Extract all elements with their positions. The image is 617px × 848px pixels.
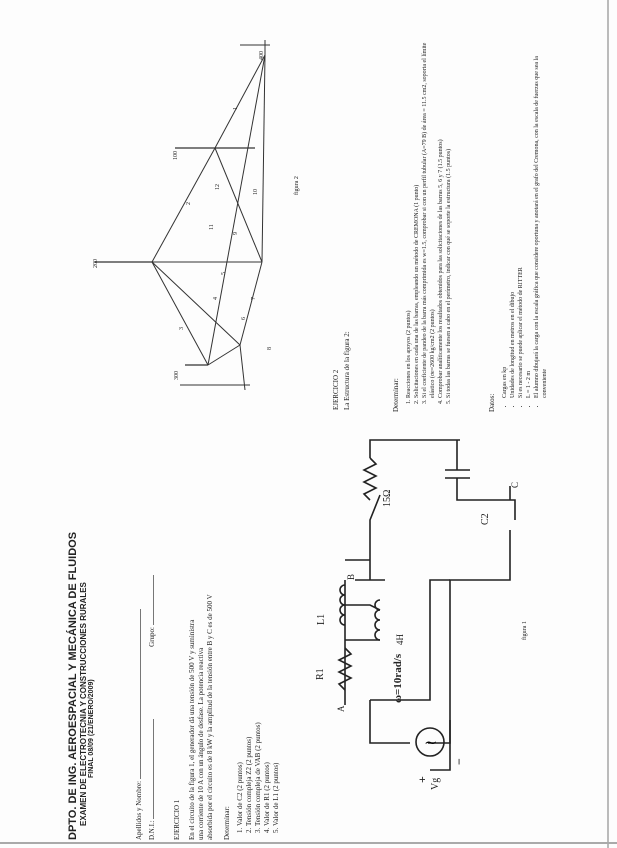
- truss-bar: [152, 148, 215, 262]
- bar-label: 4: [213, 297, 219, 300]
- bar-label: 6: [241, 317, 247, 320]
- ex2-items: [405, 38, 453, 412]
- node-b-label: B: [346, 573, 356, 580]
- ex2-data-item: • Unidades de longitud en metros en el dibujo: [509, 38, 517, 398]
- tilde-symbol: ~: [424, 733, 438, 752]
- resistor-15-label: 15Ω: [382, 489, 393, 507]
- ex2-item: 1. Reacciones en los apoyos (2 puntos): [405, 38, 413, 398]
- load-label: 200: [93, 259, 99, 268]
- minus-sign: −: [452, 758, 466, 765]
- exam-title: EXAMEN DE ELECTROTECNIA Y CONSTRUCCIONES RURALES: [79, 582, 88, 826]
- ex2-item: 2. Solicitaciones en cada una de las barras, empleando un método de CREMONA (1 punto): [413, 38, 421, 398]
- bar-label: 7: [251, 297, 257, 300]
- ex2-item: 5. Si todas las barras se fuesen a cabo en el perímetro, indicar con qué se soporte la estructura (1.5 puntos): [445, 38, 453, 398]
- bar-label: 10: [253, 189, 259, 195]
- truss-bar: [215, 148, 262, 262]
- node-c-label: C: [510, 481, 520, 488]
- ex2-determine-block: [392, 42, 453, 412]
- truss-bar: [152, 262, 208, 365]
- exam-date: FINAL 08/09 (21/ENERO/2009): [88, 679, 95, 778]
- ex2-title: EJERCICIO 2: [332, 369, 340, 410]
- plus-sign: +: [415, 776, 429, 783]
- bar-label: 8: [267, 347, 273, 350]
- ex1-paragraph-2: una corriente de 10 A con un ángulo de desfase. La potencia reactiva: [197, 647, 205, 840]
- bar-label: 2: [186, 202, 192, 205]
- r1-label: R1: [315, 668, 326, 680]
- ex2-data-item: • Si es necesario se puede aplicar el método de RITTER: [517, 38, 525, 398]
- ex1-paragraph-3: absorbida por el circuito es de 8 kW y la amplitud de la tensión entre B y C es de 500 V: [206, 594, 214, 840]
- node-a-label: A: [336, 705, 346, 712]
- name-label: Apellidos y Nombre:: [135, 780, 143, 840]
- truss-chord-top: [208, 55, 265, 365]
- ex2-determine: Determinar:: [392, 378, 400, 412]
- bar-label: 11: [209, 224, 215, 230]
- group-label: Grupo:: [148, 627, 156, 647]
- scan-edge: [607, 0, 609, 848]
- ex2-data-item: • L = 1 - 2 m: [525, 38, 533, 398]
- scan-edge: [0, 842, 617, 844]
- bar-label: 1: [233, 107, 239, 110]
- ex1-item: 5. Valor de L1 (2 puntos): [272, 540, 281, 826]
- load-label: 300: [174, 371, 180, 380]
- ex1-paragraph-1: En el circuito de la figura 1, el generador dá una tensión de 500 V y suministra: [188, 619, 196, 840]
- ex2-data-item: • El alumno dibujará la carga con la escala gráfica que considere oportuna y anotará en el grafo del Cremona, con la escala de fuerzas que sea la conveniente: [533, 38, 549, 398]
- dni-label: D.N.I.:: [148, 820, 156, 840]
- ex2-subtitle: La Estructura de la figura 2:: [343, 331, 351, 410]
- ex1-item: 3. Tensión compleja de VAB (2 puntos): [254, 540, 263, 826]
- department-title: DPTO. DE ING. AEROESPACIAL Y MECÁNICA DE FLUIDOS: [67, 531, 79, 840]
- ex1-item: 1. Valor de C2 (2 puntos): [236, 540, 245, 826]
- load-label: 100: [173, 151, 179, 160]
- figure-1-caption: figura 1: [522, 621, 528, 640]
- ex1-determine: Determinar:: [223, 806, 231, 840]
- ex1-item: 2. Tensión compleja Z2 (2 puntos): [245, 540, 254, 826]
- bar-label: 9: [233, 232, 239, 235]
- ex2-data-list: [501, 38, 549, 412]
- load-label: 400: [259, 51, 265, 60]
- ex2-statement: [332, 40, 352, 410]
- omega-label: ω=10rad/s: [392, 653, 404, 703]
- truss-bar: [208, 345, 240, 365]
- vg-label: Vg: [430, 777, 441, 790]
- truss-bar: [262, 55, 265, 262]
- truss-bar: [215, 55, 265, 148]
- ex2-data-label: Datos:: [488, 393, 496, 412]
- ex2-data-block: [488, 42, 549, 412]
- bar-label: 3: [179, 327, 185, 330]
- ex2-item: 3. Si el coeficiente de pandeo de la barra más comprimida es w=1.5, comprobar si con un perfil tubular (A=79 B) de área = 11.5 cm2, soporta el límite elástico (σe=2600 kg/cm2 (2 puntos): [421, 38, 437, 398]
- ex1-title: EJERCICIO 1: [173, 799, 181, 840]
- bar-label: 12: [215, 184, 221, 190]
- c2-label: C2: [480, 513, 491, 525]
- figure-2-caption: figura 2: [294, 176, 300, 195]
- ex1-item: 4. Valor de R1 (2 puntos): [263, 540, 272, 826]
- truss-bar: [240, 262, 262, 345]
- l1-label: L1: [316, 613, 327, 625]
- bar-label: 5: [221, 272, 227, 275]
- support-post: [240, 345, 245, 390]
- inductor-value-label: 4H: [395, 634, 405, 645]
- ex2-item: 4. Comprobar analíticamente los resultados obtenidos para las solicitaciones de las barras 5, 6 y 7 (1.5 puntos): [437, 38, 445, 398]
- ex2-data-item: • Cargas en kp: [501, 38, 509, 398]
